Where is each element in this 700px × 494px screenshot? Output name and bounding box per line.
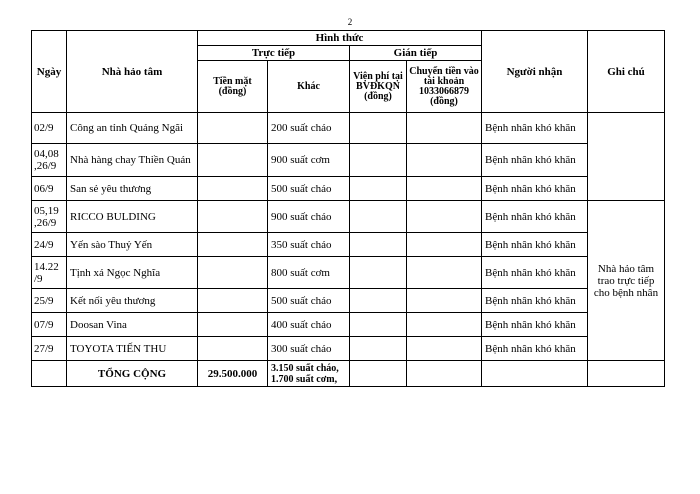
- cell-note-empty: [588, 177, 665, 201]
- total-row: [32, 361, 665, 387]
- cell-other: 300 suất cháo: [268, 337, 350, 361]
- cell-donor: Kết nối yêu thương: [67, 289, 198, 313]
- cell-hospital-fee: [350, 113, 407, 144]
- header-indirect: Gián tiếp: [350, 46, 482, 61]
- total-empty: [32, 361, 67, 387]
- header-other: Khác: [268, 61, 350, 113]
- cell-other: 200 suất cháo: [268, 113, 350, 144]
- table-row: [32, 233, 665, 257]
- cell-hospital-fee: [350, 144, 407, 177]
- cell-hospital-fee: [350, 289, 407, 313]
- cell-other: 350 suất cháo: [268, 233, 350, 257]
- table-row: [32, 313, 665, 337]
- cell-date: 24/9: [32, 233, 67, 257]
- cell-recipient: Bệnh nhân khó khăn: [482, 201, 588, 233]
- cell-note-empty: [588, 113, 665, 144]
- total-recipient: [482, 361, 588, 387]
- cell-date: 14.22 /9: [32, 257, 67, 289]
- cell-recipient: Bệnh nhân khó khăn: [482, 144, 588, 177]
- page-number: 2: [347, 17, 353, 27]
- table-row: [32, 177, 665, 201]
- cell-recipient: Bệnh nhân khó khăn: [482, 337, 588, 361]
- cell-donor: Yến sào Thuỷ Yến: [67, 233, 198, 257]
- cell-transfer: [407, 113, 482, 144]
- cell-transfer: [407, 313, 482, 337]
- cell-donor: Doosan Vina: [67, 313, 198, 337]
- table-row: [32, 257, 665, 289]
- cell-other: 900 suất cháo: [268, 201, 350, 233]
- cell-recipient: Bệnh nhân khó khăn: [482, 257, 588, 289]
- cell-date: 02/9: [32, 113, 67, 144]
- cell-donor: Công an tỉnh Quảng Ngãi: [67, 113, 198, 144]
- cell-donor: Nhà hàng chay Thiền Quán: [67, 144, 198, 177]
- cell-hospital-fee: [350, 313, 407, 337]
- header-donor: Nhà hảo tâm: [67, 31, 198, 113]
- header-recipient: Người nhận: [482, 31, 588, 113]
- cell-donor: San sẻ yêu thương: [67, 177, 198, 201]
- header-form: Hình thức: [198, 31, 482, 46]
- cell-cash: [198, 233, 268, 257]
- header-date: Ngày: [32, 31, 67, 113]
- cell-other: 500 suất cháo: [268, 177, 350, 201]
- total-cash: 29.500.000: [198, 361, 268, 387]
- cell-cash: [198, 113, 268, 144]
- table-row: [32, 113, 665, 144]
- header-hospital-fee: Viện phí tại BVĐKQN (đồng): [350, 61, 407, 113]
- cell-hospital-fee: [350, 201, 407, 233]
- cell-donor: RICCO BULDING: [67, 201, 198, 233]
- header-cash: Tiền mặt (đồng): [198, 61, 268, 113]
- cell-date: 05,19 ,26/9: [32, 201, 67, 233]
- cell-transfer: [407, 337, 482, 361]
- cell-transfer: [407, 144, 482, 177]
- total-other: 3.150 suất cháo, 1.700 suất cơm,: [268, 361, 350, 387]
- cell-cash: [198, 337, 268, 361]
- cell-date: 06/9: [32, 177, 67, 201]
- table-row: [32, 337, 665, 361]
- cell-donor: Tịnh xá Ngọc Nghĩa: [67, 257, 198, 289]
- cell-cash: [198, 313, 268, 337]
- header-direct: Trực tiếp: [198, 46, 350, 61]
- cell-transfer: [407, 257, 482, 289]
- cell-cash: [198, 201, 268, 233]
- cell-date: 25/9: [32, 289, 67, 313]
- table-row: [32, 289, 665, 313]
- cell-cash: [198, 289, 268, 313]
- cell-hospital-fee: [350, 177, 407, 201]
- cell-transfer: [407, 233, 482, 257]
- total-label: TỔNG CỘNG: [67, 361, 198, 387]
- cell-donor: TOYOTA TIẾN THU: [67, 337, 198, 361]
- cell-recipient: Bệnh nhân khó khăn: [482, 113, 588, 144]
- total-note: [588, 361, 665, 387]
- header-transfer: Chuyển tiền vào tài khoản 1033066879 (đồng): [407, 61, 482, 113]
- cell-transfer: [407, 177, 482, 201]
- total-hospital-fee: [350, 361, 407, 387]
- cell-other: 500 suất cháo: [268, 289, 350, 313]
- cell-cash: [198, 177, 268, 201]
- cell-note-empty: [588, 144, 665, 177]
- cell-other: 900 suất cơm: [268, 144, 350, 177]
- total-transfer: [407, 361, 482, 387]
- cell-cash: [198, 144, 268, 177]
- donation-table: [31, 30, 665, 387]
- cell-recipient: Bệnh nhân khó khăn: [482, 177, 588, 201]
- table-row: [32, 144, 665, 177]
- header-note: Ghi chú: [588, 31, 665, 113]
- cell-transfer: [407, 201, 482, 233]
- cell-recipient: Bệnh nhân khó khăn: [482, 289, 588, 313]
- cell-hospital-fee: [350, 257, 407, 289]
- cell-recipient: Bệnh nhân khó khăn: [482, 313, 588, 337]
- cell-hospital-fee: [350, 233, 407, 257]
- table-row: [32, 201, 665, 233]
- cell-date: 04,08 ,26/9: [32, 144, 67, 177]
- cell-hospital-fee: [350, 337, 407, 361]
- cell-other: 400 suất cháo: [268, 313, 350, 337]
- cell-cash: [198, 257, 268, 289]
- cell-transfer: [407, 289, 482, 313]
- cell-recipient: Bệnh nhân khó khăn: [482, 233, 588, 257]
- cell-date: 27/9: [32, 337, 67, 361]
- note-cell: Nhà hảo tâm trao trực tiếp cho bệnh nhân: [588, 201, 665, 361]
- cell-other: 800 suất cơm: [268, 257, 350, 289]
- cell-date: 07/9: [32, 313, 67, 337]
